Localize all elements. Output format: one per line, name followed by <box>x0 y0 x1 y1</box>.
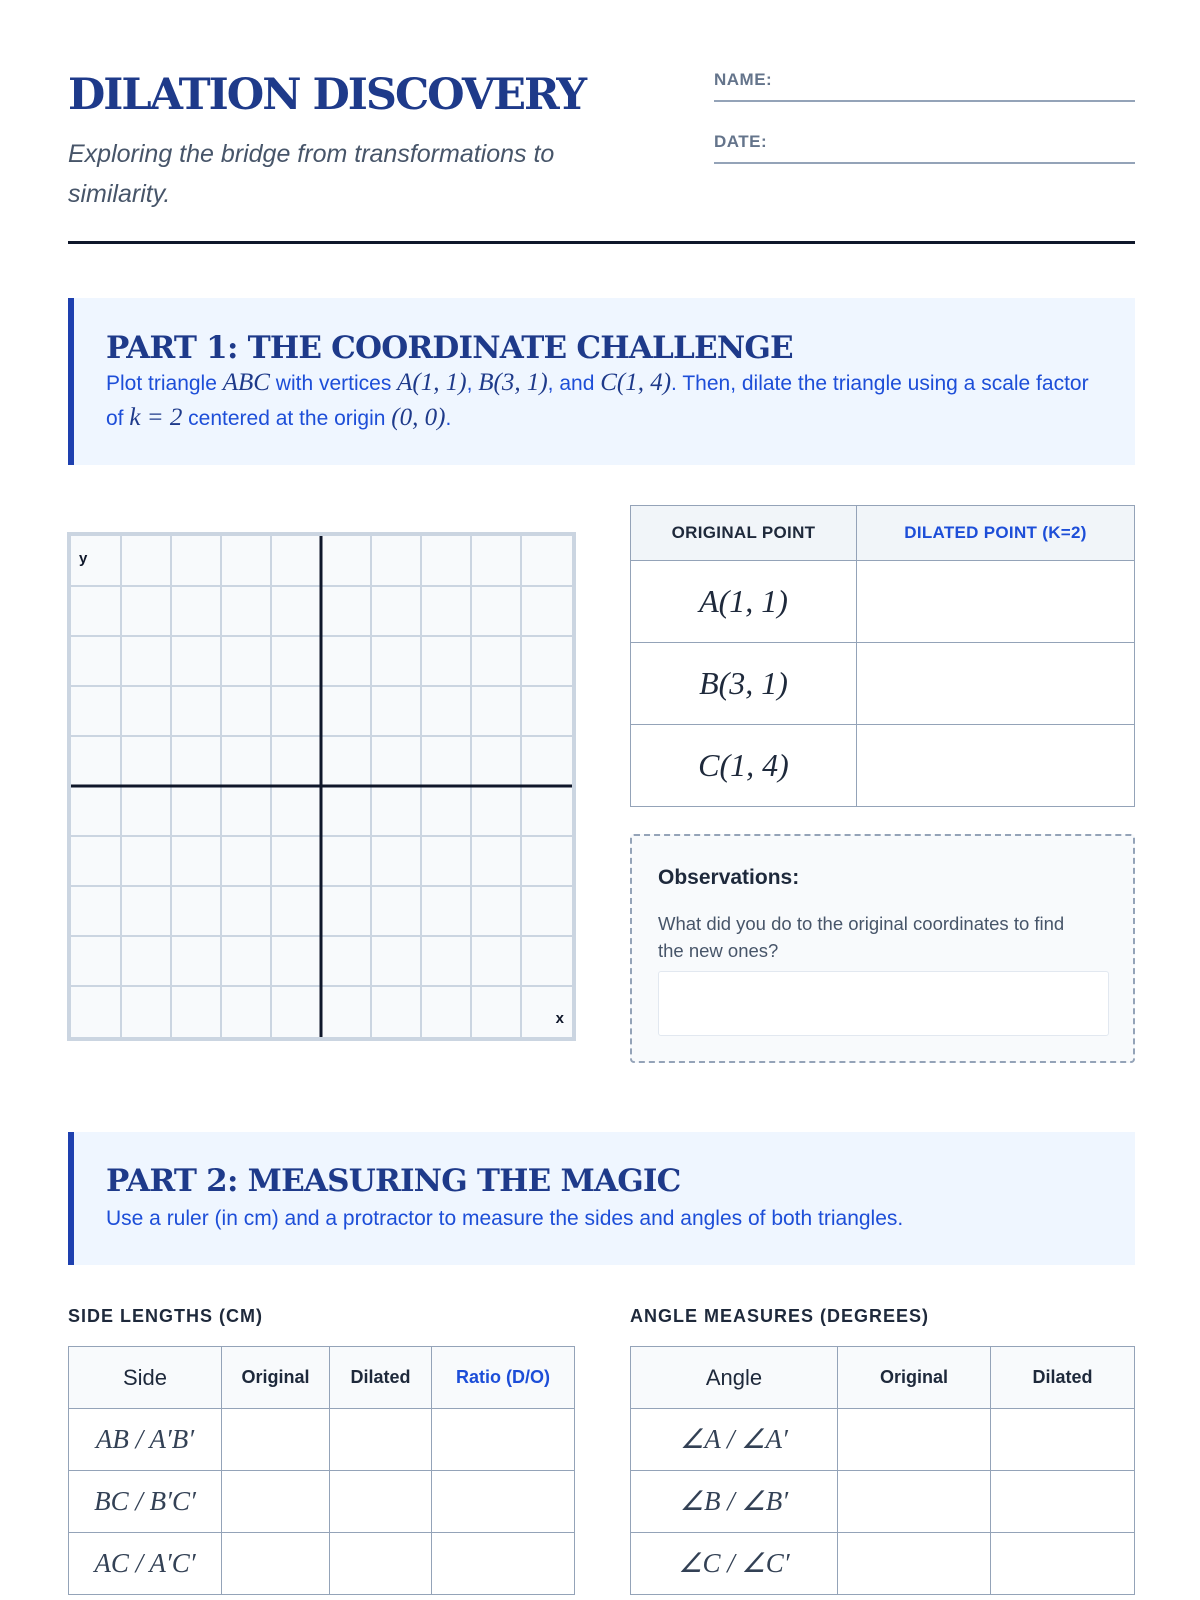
col-original-point: ORIGINAL POINT <box>631 506 857 561</box>
table-row <box>631 561 1135 643</box>
side-lengths-label: SIDE LENGTHS (CM) <box>68 1306 263 1326</box>
name-label: NAME: <box>714 70 773 89</box>
side-name-cell: AC / A′C′ <box>69 1533 222 1595</box>
worksheet-subtitle: Exploring the bridge from transformations to similarity. <box>68 140 555 208</box>
side-lengths-table <box>68 1346 575 1595</box>
answer-cell[interactable] <box>330 1409 432 1471</box>
table-row <box>631 1471 1135 1533</box>
answer-cell[interactable] <box>432 1471 575 1533</box>
col-side: Side <box>69 1347 222 1409</box>
part2-heading: PART 2: MEASURING THE MAGIC <box>106 1163 681 1199</box>
angle-name-cell: ∠A / ∠A′ <box>631 1409 838 1471</box>
table-row <box>631 643 1135 725</box>
header-divider <box>68 241 1135 244</box>
answer-cell[interactable] <box>222 1471 330 1533</box>
part2-instructions: Use a ruler (in cm) and a protractor to measure the sides and angles of both triangles. <box>106 1207 904 1230</box>
answer-cell[interactable] <box>991 1409 1135 1471</box>
part2-banner <box>68 1132 1135 1265</box>
dilated-point-cell[interactable] <box>857 643 1135 725</box>
angle-name-cell: ∠B / ∠B′ <box>631 1471 838 1533</box>
date-label: DATE: <box>714 132 768 151</box>
grid-lines <box>71 536 572 1037</box>
original-point-cell: B(3, 1) <box>631 643 857 725</box>
observations-answer-field[interactable] <box>658 971 1109 1036</box>
date-field[interactable] <box>714 132 1135 164</box>
answer-cell[interactable] <box>330 1533 432 1595</box>
side-name-cell: AB / A′B′ <box>69 1409 222 1471</box>
dilated-point-cell[interactable] <box>857 725 1135 807</box>
answer-cell[interactable] <box>838 1533 991 1595</box>
col-dilated-point: DILATED POINT (K=2) <box>857 506 1135 561</box>
angle-name-cell: ∠C / ∠C′ <box>631 1533 838 1595</box>
observations-box <box>630 834 1135 1063</box>
observations-prompt: What did you do to the original coordinates to find the new ones? <box>658 913 1065 961</box>
name-field[interactable] <box>714 70 1135 102</box>
answer-cell[interactable] <box>991 1533 1135 1595</box>
col-dilated: Dilated <box>330 1347 432 1409</box>
answer-cell[interactable] <box>222 1533 330 1595</box>
table-row <box>631 725 1135 807</box>
answer-cell[interactable] <box>838 1409 991 1471</box>
worksheet-title: DILATION DISCOVERY <box>68 70 586 120</box>
col-angle: Angle <box>631 1347 838 1409</box>
x-axis-label: x <box>555 1010 564 1027</box>
answer-cell[interactable] <box>991 1471 1135 1533</box>
col-dilated: Dilated <box>991 1347 1135 1409</box>
side-name-cell: BC / B′C′ <box>69 1471 222 1533</box>
table-row <box>631 1409 1135 1471</box>
col-original: Original <box>222 1347 330 1409</box>
col-ratio: Ratio (D/O) <box>432 1347 575 1409</box>
original-point-cell: C(1, 4) <box>631 725 857 807</box>
table-row <box>69 1533 575 1595</box>
answer-cell[interactable] <box>222 1409 330 1471</box>
table-row <box>69 1409 575 1471</box>
dilated-point-cell[interactable] <box>857 561 1135 643</box>
answer-cell[interactable] <box>330 1471 432 1533</box>
table-row <box>69 1471 575 1533</box>
part1-banner <box>68 298 1135 465</box>
part1-instructions: Plot triangle ABC with vertices A(1, 1), B(3, 1), and C(1, 4). Then, dilate the triangle using a scale factor of k = 2 centered at the origin (0, 0). <box>106 369 1089 431</box>
observations-title: Observations: <box>658 866 800 889</box>
coordinate-table <box>630 505 1135 807</box>
part1-heading: PART 1: THE COORDINATE CHALLENGE <box>106 330 793 366</box>
answer-cell[interactable] <box>432 1409 575 1471</box>
answer-cell[interactable] <box>432 1533 575 1595</box>
answer-cell[interactable] <box>838 1471 991 1533</box>
angle-measures-label: ANGLE MEASURES (DEGREES) <box>630 1306 930 1326</box>
coordinate-grid[interactable] <box>67 532 576 1041</box>
col-original: Original <box>838 1347 991 1409</box>
angle-measures-table <box>630 1346 1135 1595</box>
table-row <box>631 1533 1135 1595</box>
original-point-cell: A(1, 1) <box>631 561 857 643</box>
y-axis-label: y <box>79 550 88 567</box>
